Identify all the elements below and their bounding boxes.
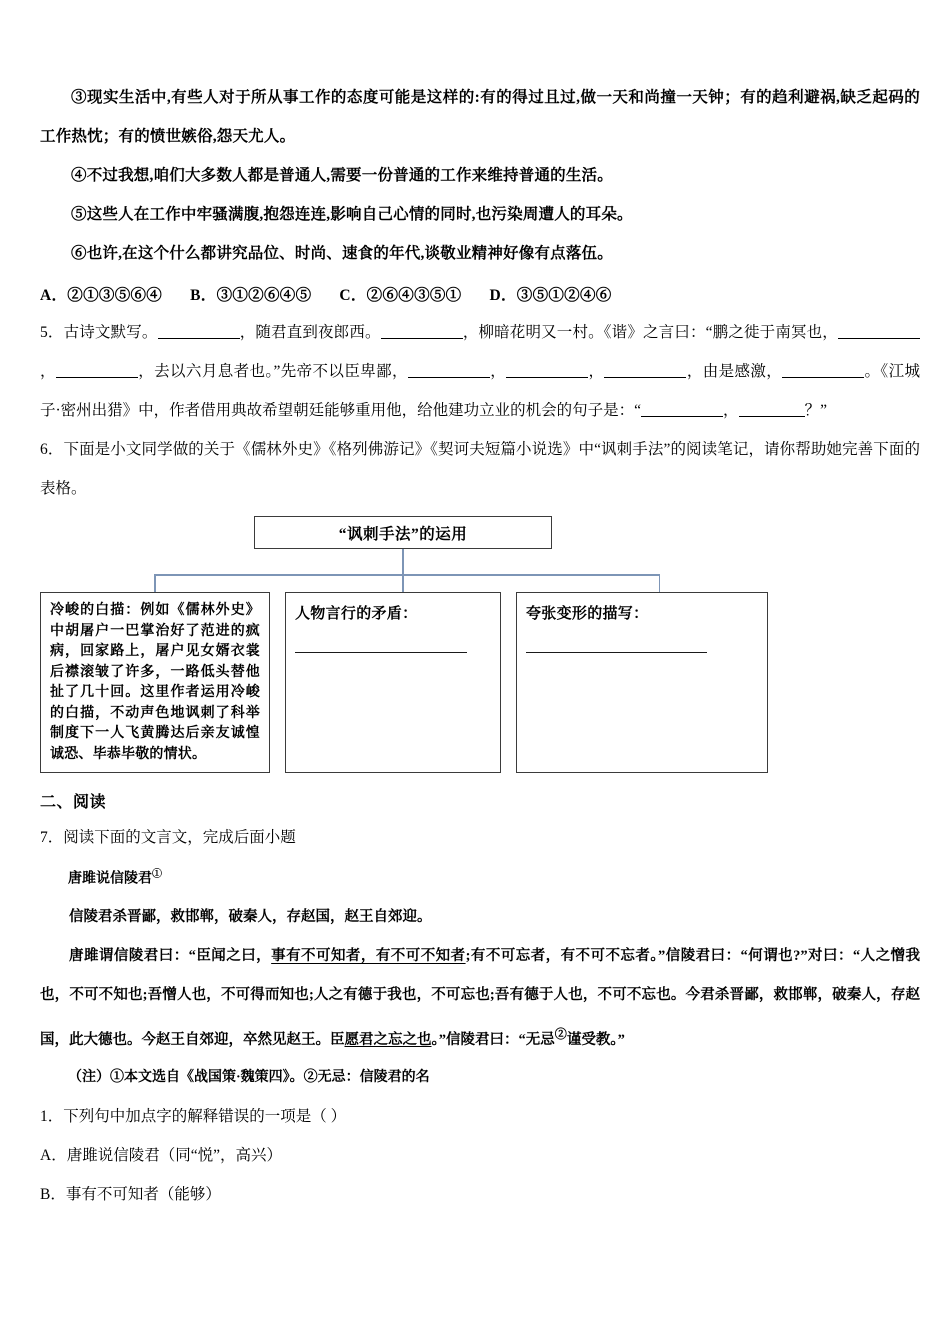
diagram-box-1-body: 例如《儒林外史》中胡屠户一巴掌治好了范进的疯病，回家路上，屠户见女婿衣裳后襟滚皱了许多，一路低头替他扯了几十回。这里作者运用冷峻的白描，不动声色地讽刺了科举制度下一人飞黄腾达后亲友诚惶诚恐、毕恭毕敬的情状。 [50, 603, 260, 762]
ordering-option-c[interactable] [339, 279, 461, 313]
question-7 [40, 818, 920, 857]
passage-paragraph-2 [40, 937, 920, 1060]
ordering-option-b-value: ③①②⑥④⑤ [216, 287, 312, 304]
question-5-seg5: ， [489, 363, 507, 380]
passage-p2-part-1: 唐雎谓信陵君曰：“臣闻之曰， [69, 947, 272, 964]
blank-4[interactable] [56, 362, 138, 378]
question-5-seg8: 。《江城子·密州出猎》中，作者借用典故希望朝廷能够重用他，给他建功立业的机会的句子是：“ [40, 363, 920, 419]
ordering-option-b-label: B． [190, 287, 217, 304]
blank-6[interactable] [506, 362, 588, 378]
question-6-number: 6． [40, 441, 64, 458]
ordering-option-d-value: ③⑤①②④⑥ [516, 287, 612, 304]
passage-title [40, 857, 920, 898]
diagram-box-3-heading: 夸张变形的描写： [526, 606, 649, 622]
diagram-box-character-contradiction[interactable] [285, 592, 501, 773]
question-6 [40, 430, 920, 508]
sub-question-1-option-b[interactable] [40, 1175, 920, 1214]
question-6-text-line1: 下面是小文同学做的关于《儒林外史》《格列佛游记》《契诃夫短篇小说选》中“讽刺手法”的阅读笔记，请你帮助她 [63, 441, 843, 458]
question-5-seg10: ？” [804, 402, 827, 419]
blank-9[interactable] [641, 401, 723, 417]
diagram-box-1-heading: 冷峻的白描： [50, 603, 141, 618]
passage-title-footnote-marker: ① [152, 869, 162, 880]
sub-question-1 [40, 1097, 920, 1136]
blank-8[interactable] [782, 362, 864, 378]
sub-question-1-option-b-text: 事有不可知者（能够） [65, 1186, 221, 1204]
ordering-option-a-label: A． [40, 287, 68, 304]
question-7-prompt: 阅读下面的文言文，完成后面小题 [63, 829, 296, 846]
sub-question-1-option-b-label: B． [40, 1186, 66, 1204]
question-5-seg9: ， [723, 402, 739, 419]
ordering-option-a-value: ②①③⑤⑥④ [67, 287, 163, 304]
section-2-heading: 二、阅读 [40, 794, 107, 811]
passage-p2-footnote-marker: ② [554, 1026, 567, 1041]
ordering-option-d[interactable] [489, 279, 611, 313]
sub-question-1-option-a-text: 唐雎说信陵君（同“悦”，高兴） [66, 1147, 282, 1165]
passage-p2-part-2: ;有不可忘者，有不可不忘者。”信陵君曰：“何谓也?”对曰：“人之憎我也，不可不知也;吾憎人也，不可得而知也;人之有德于我也，不可忘也;吾有德于人也，不可不忘也。今君杀晋鄙，救邯郸，破秦人，存赵国，此大德也。今赵王自郊迎，卒然见赵王。臣 [40, 947, 921, 1048]
passage-p2-underlined-1: 事有不可知者，有不可不知者 [271, 947, 466, 964]
ordering-option-d-label: D． [489, 287, 517, 304]
diagram-box-exaggerated-distortion[interactable] [516, 592, 768, 773]
question-5-seg3: ， [40, 363, 56, 380]
ordering-sentence-6: ⑥也许,在这个什么都讲究品位、时尚、速食的年代,谈敬业精神好像有点落伍。 [71, 245, 613, 262]
ordering-options [40, 279, 920, 313]
passage-p2-underlined-2: 愿君之忘之也 [344, 1031, 432, 1048]
connector-vertical-mid [402, 574, 404, 593]
question-5-seg6: ， [588, 363, 605, 380]
connector-vertical-right [659, 574, 661, 593]
blank-5[interactable] [408, 362, 490, 378]
passage-footnotes: （注）①本文选自《战国策·魏策四》。②无忌：信陵君的名 [68, 1070, 430, 1086]
question-5-seg7: ，由是感激， [686, 363, 783, 380]
blank-3[interactable] [838, 323, 920, 339]
blank-7[interactable] [604, 362, 686, 378]
passage-paragraph-1 [40, 898, 920, 937]
ordering-option-c-label: C． [339, 287, 367, 304]
ordering-option-b[interactable] [190, 279, 311, 313]
connector-vertical-main [402, 549, 404, 575]
ordering-sentence-3: ③现实生活中,有些人对于所从事工作的态度可能是这样的:有的得过且过,做一天和尚撞一天钟；有的趋利避祸,缺乏起码的工作热忱；有的愤世嫉俗,怨天尤人。 [40, 89, 920, 145]
passage-p2-part-4: 谨受教。” [566, 1031, 625, 1048]
question-5-lead: 古诗文默写。 [63, 324, 158, 341]
blank-2[interactable] [381, 323, 463, 339]
passage-p2-part-3: 。”信陵君曰：“无忌 [431, 1031, 555, 1048]
question-6-text-line2: 完善下面的表格。 [40, 441, 920, 497]
diagram-box-1-content [50, 601, 260, 765]
ordering-option-c-value: ②⑥④③⑤① [366, 287, 462, 304]
question-7-number: 7． [40, 829, 64, 846]
ordering-option-a[interactable] [40, 279, 162, 313]
ordering-sentences [40, 78, 920, 273]
question-5-number: 5． [40, 324, 64, 341]
sub-question-1-option-a[interactable] [40, 1136, 920, 1175]
blank-10[interactable] [739, 401, 805, 417]
sub-question-1-stem: 下列句中加点字的解释错误的一项是（ ） [63, 1108, 347, 1126]
passage-p1-text: 信陵君杀晋鄙，救邯郸，破秦人，存赵国，赵王自郊迎。 [69, 908, 432, 925]
question-5-seg4: ，去以六月息者也。”先帝不以臣卑鄙， [137, 363, 408, 380]
passage-title-text: 唐雎说信陵君 [68, 871, 152, 887]
diagram-title: “讽刺手法”的运用 [338, 525, 468, 543]
diagram-title-box [254, 516, 552, 549]
ordering-sentence-5: ⑤这些人在工作中牢骚满腹,抱怨连连,影响自己心情的同时,也污染周遭人的耳朵。 [71, 206, 633, 223]
connector-horizontal [154, 574, 660, 576]
question-5-seg2: ，柳暗花明又一村。《谐》之言曰：“鹏之徙于南冥也， [462, 324, 838, 341]
sub-question-1-number: 1． [40, 1108, 64, 1126]
page-content [40, 78, 920, 1214]
sub-question-1-option-a-label: A． [40, 1147, 67, 1165]
connector-vertical-left [154, 574, 156, 593]
ordering-sentence-4: ④不过我想,咱们大多数人都是普通人,需要一份普通的工作来维持普通的生活。 [71, 167, 613, 184]
question-5-seg1: ，随君直到夜郎西。 [239, 324, 381, 341]
diagram-box-cold-plain-description [40, 592, 270, 773]
diagram-box-3-answer-line[interactable] [526, 651, 707, 653]
blank-1[interactable] [158, 323, 240, 339]
diagram-box-2-answer-line[interactable] [295, 651, 467, 653]
satire-technique-diagram [40, 516, 920, 774]
question-5 [40, 313, 920, 430]
diagram-box-2-heading: 人物言行的矛盾： [295, 606, 418, 622]
